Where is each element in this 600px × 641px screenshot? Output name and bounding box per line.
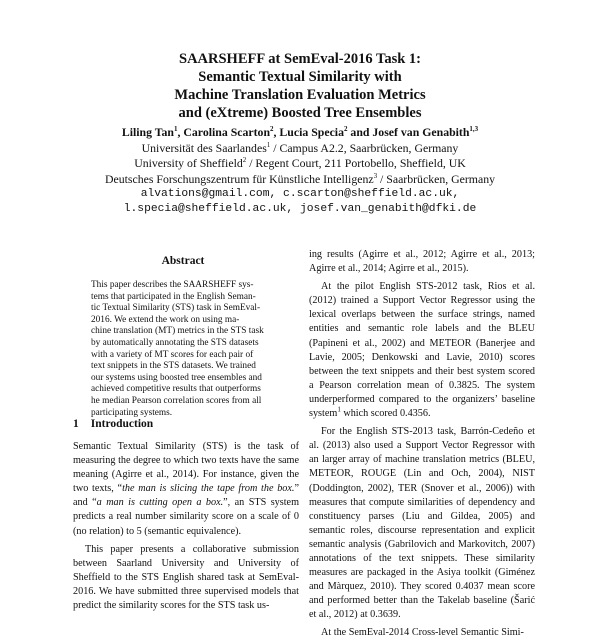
title-line: Semantic Textual Similarity with (198, 69, 402, 85)
author-block (0, 125, 600, 217)
affiliation-sup: 2 (242, 156, 247, 165)
author-name: Lucia Specia (279, 125, 344, 139)
affiliation (0, 156, 600, 172)
abstract-line: achieved competitive results that outperforms (91, 384, 261, 395)
author-name: Carolina Scarton (183, 125, 271, 139)
abstract-line: by automatically annotating the STS datasets (91, 337, 259, 348)
text-run: ”, an STS system predicts a real number similarity score on a scale of 0 (no relation) to 5 (semantic equivalence). (73, 497, 299, 537)
affiliation-address: / Regent Court, 211 Portobello, Sheffield, UK (246, 156, 466, 170)
author-sup: 1 (173, 125, 178, 134)
affiliation-sup: 1 (266, 140, 271, 149)
section-title: Introduction (90, 418, 154, 430)
paragraph: This paper presents a collaborative submission between Saarland University and University of Sheffield to the STS English shared task at SemEval-2016. We have submitted three supervised models that predict the similarity scores for the STS task us- (73, 543, 299, 612)
author-emails[interactable]: l.specia@sheffield.ac.uk, josef.van_genabith@dfki.de (123, 203, 477, 215)
abstract-heading: Abstract (161, 255, 205, 267)
text-run: Semantic Textual Similarity (STS) is the task of measuring the degree to which two texts have the same meaning (Agirre et al., 2014). For instance, given the two texts, “ (73, 441, 299, 495)
affiliation-sup: 3 (373, 171, 378, 180)
abstract-line: text snippets in the STS datasets. We trained (91, 361, 256, 372)
author-sup: 2 (270, 125, 274, 134)
paragraph: ing results (Agirre et al., 2012; Agirre et al., 2013; Agirre et al., 2014; Agirre et al., 2015). (309, 249, 535, 275)
abstract-line: tic Textual Similarity (STS) task in SemEval- (91, 303, 261, 314)
author-sup: 1,3 (469, 125, 479, 134)
paper-title (0, 50, 600, 122)
affiliation-name: Deutsches Forschungszentrum für Künstliche Intelligenz (104, 171, 374, 186)
paragraph (309, 280, 535, 421)
author-emails[interactable]: alvations@gmail.com, c.scarton@sheffield.ac.uk, (140, 188, 460, 200)
text-run: At the pilot English STS-2012 task, Rios et al. (2012) trained a Support Vector Regressor using the lexical overlaps between the surface strings, named entities and semantic role labels and the BLEU (Papineni et al., 2002) and METEOR (Banerjee and Lavie, 2005; Denkowski and Lavie, 2010) scores between the text snippets and their best system scored a Pearson correlation mean of 0.3825. The system underperformed compared to the organizers’ baseline system (309, 281, 535, 420)
section-number: 1 (73, 418, 79, 430)
section-heading-introduction (73, 418, 153, 430)
abstract-body (91, 280, 276, 419)
author-name: Josef van Genabith (372, 125, 470, 139)
text-run: ” and “ (73, 483, 300, 509)
paragraph: For the English STS-2013 task, Barrón-Cedeño et al. (2013) also used a Support Vector Regressor with an larger array of machine translation metrics (BLEU, METEOR, ROUGE (Lin and Och, 2004), NIST (Doddington, 2002), TER (Snover et al., 2006)) with measures that compute similarities of dependency and constituency parses (Liu and Gildea, 2005) and semantic roles, discourse representation and explicit semantic analysis (Gabrilovich and Markovitch, 2007) annotations of the text snippets. These similarity measures are packaged in the Asiya toolkit (Giménez and Màrquez, 2010). They scored 0.4037 mean score and performed better than the Takelab baseline (Šarić et al., 2012) at 0.3639. (309, 426, 535, 621)
example-text: the man is slicing the tape from the box. (122, 483, 295, 495)
abstract-line: he median Pearson correlation scores from all (91, 395, 262, 406)
abstract-line: our systems using boosted tree ensembles and (91, 372, 262, 383)
footnote-marker[interactable]: 1 (337, 405, 341, 414)
affiliation-name: Universität des Saarlandes (141, 140, 267, 155)
title-line: Machine Translation Evaluation Metrics (174, 87, 426, 103)
author-name: Liling Tan (121, 125, 174, 139)
paragraph (73, 440, 299, 539)
abstract-line: tems that participated in the English Seman- (91, 291, 256, 302)
author-sup: 2 (343, 125, 348, 134)
left-column-body (73, 440, 299, 613)
abstract-line: participating systems. (91, 407, 173, 418)
abstract-line: chine translation (MT) metrics in the STS task (91, 326, 264, 337)
title-line: SAARSHEFF at SemEval-2016 Task 1: (179, 51, 421, 67)
abstract-line: with a variety of MT scores for each pair of (91, 349, 254, 360)
affiliation-name: University of Sheffield (134, 156, 243, 170)
example-text: a man is cutting open a box. (96, 497, 224, 509)
affiliation-address: / Saarbrücken, Germany (377, 171, 496, 186)
affiliation-address: / Campus A2.2, Saarbrücken, Germany (270, 140, 459, 155)
author-names: Liling Tan$^1$, Carolina Scarton$^2$, Lucia Specia$^2$ and Josef van Genabith$^{1,3}$ (121, 125, 479, 139)
abstract-line: This paper describes the SAARSHEFF sys- (91, 280, 254, 290)
text-run: which scored 0.4356. (340, 408, 431, 420)
affiliation (0, 141, 600, 157)
paragraph: At the SemEval-2014 Cross-level Semantic Simi- (321, 627, 524, 639)
abstract-line: 2016. We extend the work on using ma- (91, 314, 240, 325)
affiliation (0, 172, 600, 188)
title-line: and (eXtreme) Boosted Tree Ensembles (178, 105, 422, 121)
right-column-body (309, 248, 535, 641)
